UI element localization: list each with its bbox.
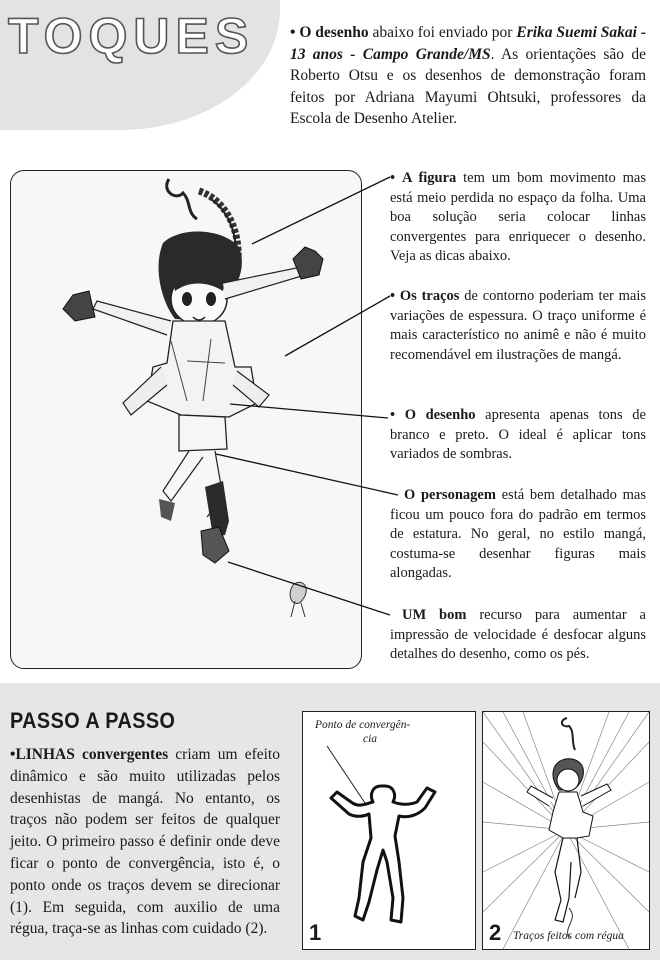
panel-2-caption: Traços feitos com régua bbox=[513, 930, 624, 942]
note-tracos bbox=[390, 287, 646, 365]
panel-2-number: 2 bbox=[489, 920, 502, 945]
panel-1-caption-line-1: Ponto de convergên- bbox=[315, 719, 411, 731]
intro-bullet: • bbox=[290, 24, 296, 41]
passo-paragraph bbox=[10, 744, 280, 940]
passo-text: criam um efeito dinâmico e são muito utilizadas pelos desenhistas de mangá. No entanto, os traços não podem ser feitos de qualquer jeito. O primeiro passo é definir onde deve ficar o ponto de convergência, isto é, o ponto onde os traços devem se direcionar (1). Em seguida, com auxilio de uma régua, traça-se as linhas com cuidado (2). bbox=[10, 746, 280, 938]
step-panel-2 bbox=[482, 711, 650, 950]
passo-bullet: • bbox=[10, 746, 16, 763]
convergence-figure bbox=[303, 712, 475, 949]
note-lead: Os traços bbox=[399, 288, 460, 304]
note-lead: O personagem bbox=[404, 487, 496, 503]
note-lead: UM bom bbox=[402, 607, 467, 623]
passo-lead: LINHAS convergentes bbox=[15, 746, 169, 763]
toques-logo-text: TOQUES bbox=[8, 8, 255, 64]
passo-title: PASSO A PASSO bbox=[10, 708, 176, 733]
note-text: está bem detalhado mas ficou um pouco fora do padrão em termos de estatura. No geral, no estilo mangá, costuma-se desenhar figuras mais alongadas. bbox=[390, 487, 646, 581]
note-lead: O desenho bbox=[404, 407, 476, 423]
step-panel-1 bbox=[302, 711, 476, 950]
intro-text-1: abaixo foi enviado por bbox=[368, 24, 517, 41]
note-text: recurso para aumentar a impressão de velocidade é desfocar alguns detalhes do desenho, como os pés. bbox=[390, 607, 646, 662]
note-recurso bbox=[390, 606, 646, 665]
note-text: tem um bom movimento mas está meio perdida no espaço da folha. Uma boa solução seria colocar linhas convergentes para enriquecer o desenho. Veja as dicas abaixo. bbox=[390, 170, 646, 264]
note-text: de contorno poderiam ter mais variações de espessura. O traço uniforme é mais característico no animê e não é muito recomendável em ilustrações de mangá. bbox=[390, 288, 647, 363]
speed-lines-figure bbox=[483, 712, 649, 949]
panel-1-caption-line-2: cia bbox=[363, 733, 378, 745]
note-figura bbox=[390, 169, 646, 267]
intro-author: Erika Suemi Sakai - 13 anos - Campo Grande/MS bbox=[290, 24, 647, 63]
note-lead: A figura bbox=[401, 170, 457, 186]
intro-text-2: . As orientações são de Roberto Otsu e os desenhos de demonstração foram feitos por Adriana Mayumi Ohtsuki, professores da Escola de Desenho Atelier. bbox=[290, 45, 646, 127]
intro-lead: O desenho bbox=[299, 24, 369, 41]
panel-1-number: 1 bbox=[309, 920, 322, 945]
note-desenho bbox=[390, 406, 646, 465]
note-bullet: • bbox=[390, 288, 396, 304]
note-bullet: • bbox=[390, 170, 396, 186]
note-bullet: • bbox=[390, 407, 396, 423]
note-text: apresenta apenas tons de branco e preto. O ideal é aplicar tons variados de sombras. bbox=[390, 407, 646, 462]
note-personagem bbox=[390, 486, 646, 584]
